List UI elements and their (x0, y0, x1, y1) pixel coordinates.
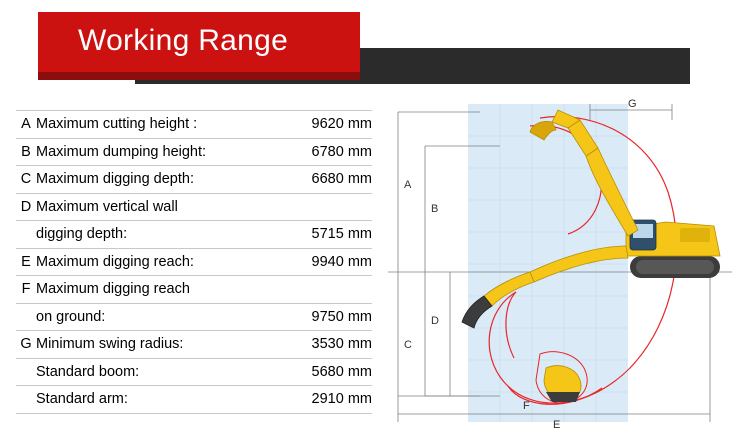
row-letter: A (16, 111, 36, 139)
excavator-upper-structure (626, 220, 720, 256)
dimension-label-C: C (404, 339, 412, 351)
row-label: digging depth: (36, 221, 280, 249)
row-label: Maximum dumping height: (36, 138, 280, 166)
table-row (16, 111, 372, 139)
table-row (16, 221, 372, 249)
row-letter: G (16, 331, 36, 359)
row-letter: B (16, 138, 36, 166)
row-value: 3530 mm (280, 331, 372, 359)
dimension-label-D: D (431, 315, 439, 327)
row-letter (16, 358, 36, 386)
header-banner-shadow (38, 72, 360, 80)
row-value: 9940 mm (280, 248, 372, 276)
row-letter (16, 221, 36, 249)
row-value: 5715 mm (280, 221, 372, 249)
row-letter: E (16, 248, 36, 276)
dimension-label-B: B (431, 203, 439, 215)
page-header (0, 0, 750, 92)
row-label: Maximum digging reach (36, 276, 280, 304)
row-value: 2910 mm (280, 386, 372, 414)
row-label: Maximum cutting height : (36, 111, 280, 139)
table-row (16, 138, 372, 166)
row-value: 6780 mm (280, 138, 372, 166)
table-row (16, 358, 372, 386)
row-letter: F (16, 276, 36, 304)
row-letter: D (16, 193, 36, 221)
row-label: Standard arm: (36, 386, 280, 414)
row-value: 5680 mm (280, 358, 372, 386)
row-letter (16, 303, 36, 331)
row-value (280, 276, 372, 304)
row-letter (16, 386, 36, 414)
row-label: Standard boom: (36, 358, 280, 386)
table-row (16, 193, 372, 221)
dimension-label-F: F (523, 400, 530, 412)
table-body (16, 111, 372, 414)
row-label: Maximum digging depth: (36, 166, 280, 194)
row-letter: C (16, 166, 36, 194)
table-row (16, 386, 372, 414)
table-row (16, 166, 372, 194)
row-value: 6680 mm (280, 166, 372, 194)
excavator-undercarriage (630, 256, 720, 278)
dimension-label-E: E (553, 419, 561, 431)
table-row (16, 303, 372, 331)
working-range-table (16, 110, 372, 414)
table-row (16, 248, 372, 276)
dimension-label-A: A (404, 179, 412, 191)
row-label: Maximum digging reach: (36, 248, 280, 276)
dimension-label-G: G (628, 98, 637, 110)
table-row (16, 331, 372, 359)
excavator-working-range-diagram (380, 96, 740, 432)
page-title: Working Range (78, 24, 289, 57)
table-row (16, 276, 372, 304)
row-value (280, 193, 372, 221)
row-value: 9750 mm (280, 303, 372, 331)
row-label: Minimum swing radius: (36, 331, 280, 359)
row-value: 9620 mm (280, 111, 372, 139)
row-label: Maximum vertical wall (36, 193, 280, 221)
row-label: on ground: (36, 303, 280, 331)
